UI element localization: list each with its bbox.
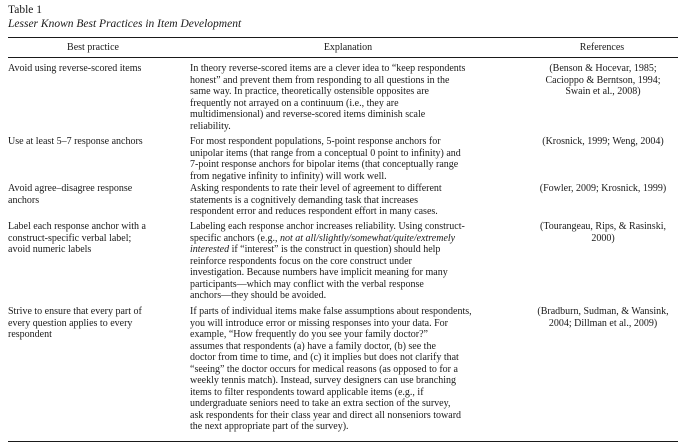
row-4-explanation-italic-anchors: not at all/slightly/somewhat/quite/extremely interested bbox=[190, 232, 456, 255]
row-1-practice: Avoid using reverse-scored items bbox=[8, 63, 142, 74]
column-header-references: References bbox=[579, 42, 625, 53]
row-3-explanation: Asking respondents to rate their level of agreement to different statements is a cognitively demanding task that increases respondent error and reduces respondent effort in many cases. bbox=[190, 183, 442, 217]
row-2-explanation: For most respondent populations, 5-point response anchors for unipolar items (that range from a conceptual 0 point to infinity) and 7-point response anchors for bipolar items (that conceptually range from negative infinity to infinity) will work well. bbox=[190, 136, 461, 182]
row-3-practice: Avoid agree–disagree response anchors bbox=[8, 183, 133, 206]
row-4-references: (Tourangeau, Rips, & Rasinski, 2000) bbox=[540, 221, 666, 244]
row-4-explanation-part-3: if “interest” is the construct in question) should help reinforce respondents focus on the core construct under investigation. Because numbers have implicit meaning for many participants—which may conflict with the verbal response anchors—they should be avoided. bbox=[190, 244, 448, 301]
row-1-explanation: In theory reverse-scored items are a clever idea to “keep respondents honest” and prevent them from responding to all questions in the same way. In practice, theoretically ostensible opposites are frequently not arrayed on a continuum (i.e., they are multidimensional) and reverse-scored items diminish scale reliability. bbox=[190, 63, 466, 132]
row-5-references: (Bradburn, Sudman, & Wansink, 2004; Dillman et al., 2009) bbox=[537, 306, 669, 329]
row-2-references: (Krosnick, 1999; Weng, 2004) bbox=[542, 136, 664, 147]
column-header-explanation: Explanation bbox=[323, 42, 373, 53]
row-4-practice: Label each response anchor with a construct-specific verbal label; avoid numeric labels bbox=[8, 221, 146, 255]
row-2-practice: Use at least 5–7 response anchors bbox=[8, 136, 143, 147]
column-header-practice: Best practice bbox=[67, 42, 119, 53]
row-5-explanation: If parts of individual items make false assumptions about respondents, you will introduce error or missing responses into your data. For example, “How frequently do you see your family doctor?” assumes that respondents (a) have a family doctor, (b) see the doctor from time to time, and (c) it implies but does not clarify that “seeing” the doctor occurs for medical reasons (as opposed to for a weekly tennis match). Instead, survey designers can use branching items to filter respondents toward applicable items (e.g., if undergraduate seniors need to take an extra section of the survey, ask respondents for their class year and direct all nonseniors toward the next appropriate part of the survey). bbox=[190, 306, 472, 432]
bottom-rule bbox=[8, 441, 678, 442]
header-rule bbox=[8, 57, 678, 58]
row-4-explanation bbox=[190, 221, 520, 302]
row-4-explanation-part-1: Labeling each response anchor increases reliability. Using construct- specific anchors (e.g., bbox=[190, 221, 465, 244]
row-3-references: (Fowler, 2009; Krosnick, 1999) bbox=[539, 183, 667, 194]
row-1-references: (Benson & Hocevar, 1985; Cacioppo & Berntson, 1994; Swain et al., 2008) bbox=[545, 63, 661, 97]
table-title: Lesser Known Best Practices in Item Development bbox=[8, 18, 242, 30]
top-rule bbox=[8, 37, 678, 38]
row-5-practice: Strive to ensure that every part of every question applies to every respondent bbox=[8, 306, 142, 340]
table-number: Table 1 bbox=[8, 4, 43, 16]
